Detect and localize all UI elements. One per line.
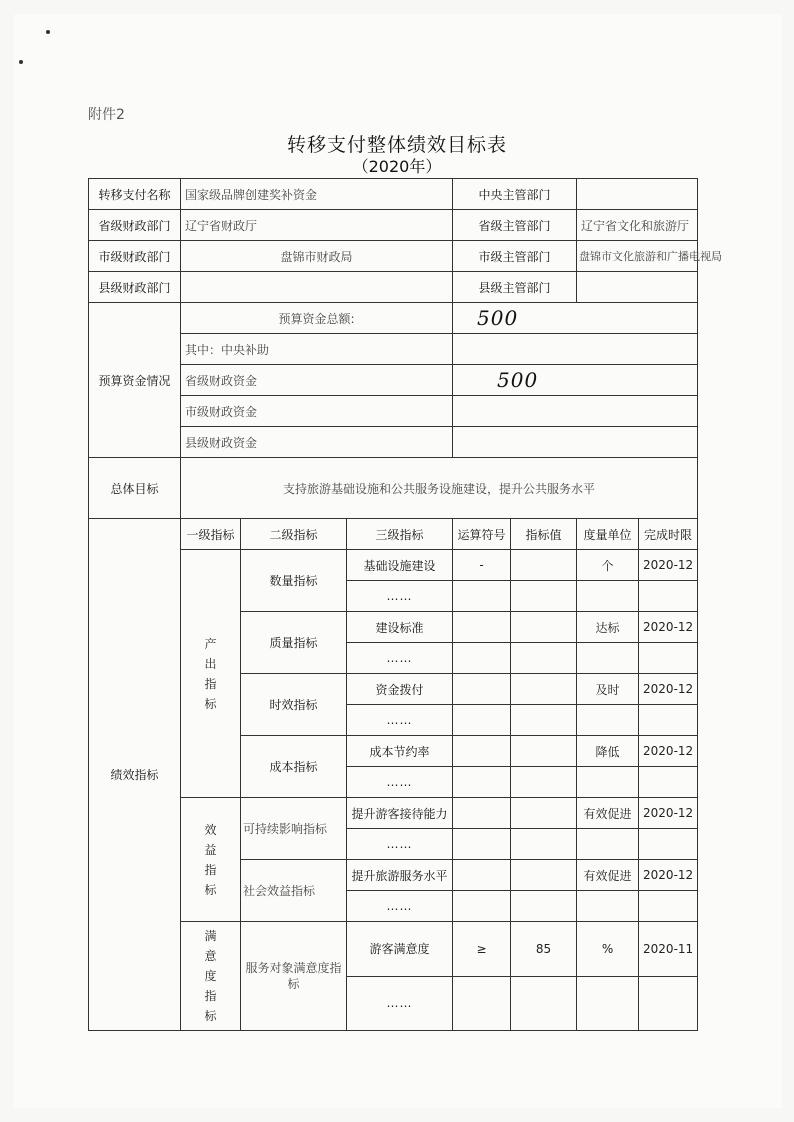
budget-total-cell	[453, 303, 698, 334]
ellipsis-cell: ……	[347, 767, 453, 798]
empty-cell	[639, 976, 698, 1031]
empty-cell	[511, 581, 577, 612]
city-dept-label: 市级主管部门	[453, 241, 577, 272]
table-row	[89, 303, 698, 334]
table-row	[89, 798, 698, 829]
empty-cell	[453, 767, 511, 798]
level2-label: 可持续影响指标	[241, 798, 347, 860]
ellipsis-cell: ……	[347, 976, 453, 1031]
prov-dept-label: 省级主管部门	[453, 210, 577, 241]
scan-speck	[19, 60, 23, 64]
table-row	[89, 519, 698, 550]
target-value	[511, 798, 577, 829]
ellipsis-cell: ……	[347, 891, 453, 922]
central-dept-value	[577, 179, 698, 210]
performance-target-table	[88, 178, 723, 1031]
central-dept-label: 中央主管部门	[453, 179, 577, 210]
empty-cell	[511, 767, 577, 798]
empty-cell	[511, 705, 577, 736]
budget-total-value: 500	[477, 306, 519, 330]
budget-prov-label: 省级财政资金	[181, 365, 453, 396]
empty-cell	[453, 643, 511, 674]
prov-dept-value: 辽宁省文化和旅游厅	[577, 210, 698, 241]
table-row	[89, 396, 698, 427]
county-fin-label: 县级财政部门	[89, 272, 181, 303]
budget-total-label: 预算资金总额:	[181, 303, 453, 334]
prov-fin-label: 省级财政部门	[89, 210, 181, 241]
table-row	[89, 922, 698, 977]
empty-cell	[511, 891, 577, 922]
attachment-label: 附件2	[88, 107, 125, 123]
empty-cell	[453, 705, 511, 736]
level2-label: 成本指标	[241, 736, 347, 798]
empty-cell	[577, 581, 639, 612]
table-row	[89, 365, 698, 396]
level2-label: 服务对象满意度指标	[241, 922, 347, 1031]
budget-central-label: 其中：中央补助	[181, 334, 453, 365]
level2-label: 社会效益指标	[241, 860, 347, 922]
budget-prov-value: 500	[497, 368, 539, 392]
county-fin-value	[181, 272, 453, 303]
level3-label: 基础设施建设	[347, 550, 453, 581]
operator	[453, 674, 511, 705]
empty-cell	[577, 643, 639, 674]
column-header: 三级指标	[347, 519, 453, 550]
budget-city-label: 市级财政资金	[181, 396, 453, 427]
empty-cell	[639, 581, 698, 612]
empty-cell	[577, 767, 639, 798]
unit: 有效促进	[577, 860, 639, 891]
county-dept-label: 县级主管部门	[453, 272, 577, 303]
table-row	[89, 458, 698, 519]
deadline: 2020-12	[639, 798, 698, 829]
deadline: 2020-12	[639, 736, 698, 767]
empty-cell	[639, 829, 698, 860]
empty-cell	[511, 829, 577, 860]
satisfaction-indicator-label: 满意度指标	[181, 922, 241, 1031]
operator	[453, 860, 511, 891]
empty-cell	[577, 976, 639, 1031]
table-row	[89, 210, 698, 241]
page-title: 转移支付整体绩效目标表	[286, 134, 507, 156]
target-value	[511, 674, 577, 705]
level2-label: 数量指标	[241, 550, 347, 612]
table-row	[89, 179, 698, 210]
empty-cell	[577, 829, 639, 860]
budget-city-value	[453, 396, 698, 427]
operator	[453, 798, 511, 829]
budget-central-value	[453, 334, 698, 365]
level3-label: 游客满意度	[347, 922, 453, 977]
column-header: 完成时限	[639, 519, 698, 550]
column-header: 指标值	[511, 519, 577, 550]
budget-prov-cell	[453, 365, 698, 396]
performance-section-label: 绩效指标	[89, 519, 181, 1031]
target-value	[511, 612, 577, 643]
unit: %	[577, 922, 639, 977]
empty-cell	[453, 891, 511, 922]
target-value	[511, 736, 577, 767]
target-value	[511, 860, 577, 891]
operator	[453, 736, 511, 767]
ellipsis-cell: ……	[347, 581, 453, 612]
city-dept-value: 盘锦市文化旅游和广播电视局	[577, 241, 698, 272]
level3-label: 资金拨付	[347, 674, 453, 705]
budget-county-value	[453, 427, 698, 458]
table-row	[89, 334, 698, 365]
goal-label: 总体目标	[89, 458, 181, 519]
budget-section-label: 预算资金情况	[89, 303, 181, 458]
level2-label: 质量指标	[241, 612, 347, 674]
unit: 降低	[577, 736, 639, 767]
unit: 及时	[577, 674, 639, 705]
empty-cell	[639, 891, 698, 922]
empty-cell	[511, 643, 577, 674]
transfer-name-label: 转移支付名称	[89, 179, 181, 210]
empty-cell	[639, 643, 698, 674]
table-row	[89, 241, 698, 272]
empty-cell	[511, 976, 577, 1031]
level2-label: 时效指标	[241, 674, 347, 736]
column-header: 一级指标	[181, 519, 241, 550]
empty-cell	[453, 829, 511, 860]
level3-label: 提升游客接待能力	[347, 798, 453, 829]
target-value: 85	[511, 922, 577, 977]
city-fin-label: 市级财政部门	[89, 241, 181, 272]
empty-cell	[453, 976, 511, 1031]
column-header: 运算符号	[453, 519, 511, 550]
goal-text: 支持旅游基础设施和公共服务设施建设，提升公共服务水平	[181, 458, 698, 519]
unit: 有效促进	[577, 798, 639, 829]
prov-fin-value: 辽宁省财政厅	[181, 210, 453, 241]
empty-cell	[453, 581, 511, 612]
transfer-name-value: 国家级品牌创建奖补资金	[181, 179, 453, 210]
empty-cell	[577, 891, 639, 922]
column-header: 度量单位	[577, 519, 639, 550]
operator: ≥	[453, 922, 511, 977]
table-row	[89, 427, 698, 458]
deadline: 2020-11	[639, 922, 698, 977]
level3-label: 提升旅游服务水平	[347, 860, 453, 891]
column-header: 二级指标	[241, 519, 347, 550]
ellipsis-cell: ……	[347, 829, 453, 860]
operator	[453, 612, 511, 643]
deadline: 2020-12	[639, 674, 698, 705]
scan-speck	[46, 30, 50, 34]
county-dept-value	[577, 272, 698, 303]
ellipsis-cell: ……	[347, 643, 453, 674]
operator: -	[453, 550, 511, 581]
table-row	[89, 550, 698, 581]
deadline: 2020-12	[639, 860, 698, 891]
level3-label: 成本节约率	[347, 736, 453, 767]
ellipsis-cell: ……	[347, 705, 453, 736]
empty-cell	[639, 705, 698, 736]
deadline: 2020-12	[639, 550, 698, 581]
page-subtitle-year: （2020年）	[352, 157, 442, 176]
output-indicator-label: 产出指标	[181, 550, 241, 798]
deadline: 2020-12	[639, 612, 698, 643]
table-row	[89, 272, 698, 303]
unit: 达标	[577, 612, 639, 643]
budget-county-label: 县级财政资金	[181, 427, 453, 458]
empty-cell	[639, 767, 698, 798]
empty-cell	[577, 705, 639, 736]
city-fin-value: 盘锦市财政局	[181, 241, 453, 272]
target-value	[511, 550, 577, 581]
level3-label: 建设标准	[347, 612, 453, 643]
benefit-indicator-label: 效益指标	[181, 798, 241, 922]
unit: 个	[577, 550, 639, 581]
